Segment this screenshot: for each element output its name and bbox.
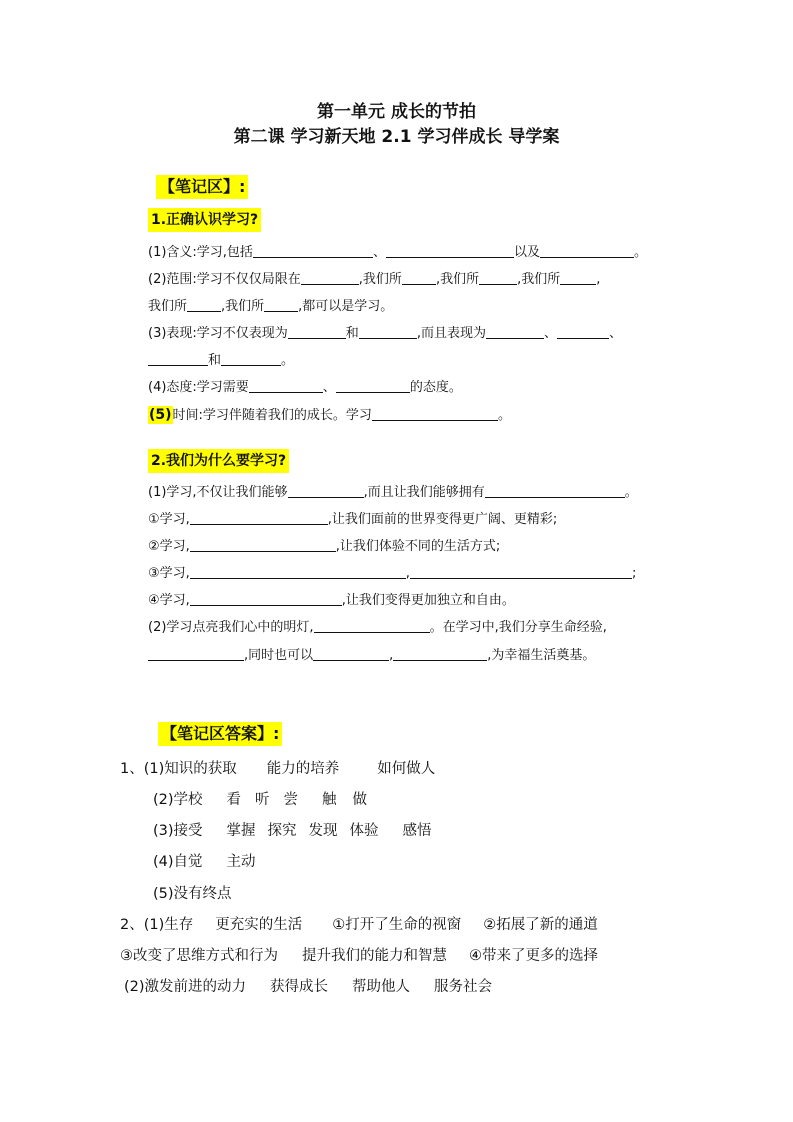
answer-line: (5)没有终点 [153,886,232,902]
s2-line-6: (2)学习点亮我们心中的明灯, 。在学习中,我们分享生命经验, [148,617,607,638]
s1-line-scope: (2)范围:学习不仅仅局限在 ,我们所 ,我们所 ,我们所 , [148,269,600,290]
blank[interactable] [190,563,406,579]
s1-line-expression: (3)表现:学习不仅表现为 和 ,而且表现为 、 、 [148,323,622,344]
blank[interactable] [148,645,244,661]
blank[interactable] [314,617,430,633]
blank[interactable] [540,242,634,258]
s1-line-time: (5)时间:学习伴随着我们的成长。学习 。 [149,407,511,423]
s2-line-1: (1)学习,不仅让我们能够 ,而且让我们能够拥有 。 [148,482,638,503]
unit-title: 第一单元 成长的节拍 [317,102,476,122]
blank[interactable] [410,563,632,579]
s2-line-4: ③学习, , ; [148,563,636,584]
s2-line-5: ④学习, ,让我们变得更加独立和自由。 [148,590,515,611]
answers-header: 【笔记区答案】: [158,722,282,746]
answer-line: ③改变了思维方式和行为 提升我们的能力和智慧 ④带来了更多的选择 [120,948,598,964]
answer-line: 1、(1)知识的获取 能力的培养 如何做人 [120,761,436,777]
blank[interactable] [288,482,364,498]
s1-line-attitude: (4)态度:学习需要 、 的态度。 [148,377,462,398]
blank[interactable] [336,377,410,393]
blank[interactable] [372,405,498,421]
blank[interactable] [190,590,342,606]
blank[interactable] [249,377,323,393]
answer-line: (3)接受 掌握 探究 发现 体验 感悟 [153,823,432,839]
blank[interactable] [485,482,625,498]
answer-line: 2、(1)生存 更充实的生活 ①打开了生命的视窗 ②拓展了新的通道 [120,917,598,933]
blank[interactable] [560,269,596,285]
blank[interactable] [301,269,359,285]
blank[interactable] [402,269,436,285]
s2-line-2: ①学习, ,让我们面前的世界变得更广阔、更精彩; [148,509,557,530]
answer-line: (2)激发前进的动力 获得成长 帮助他人 服务社会 [124,979,493,995]
s1-line-meaning: (1)含义:学习,包括 、 以及 。 [148,242,647,263]
section1-heading: 1.正确认识学习? [148,208,261,232]
section2-heading: 2.我们为什么要学习? [148,449,289,473]
answer-line: (2)学校 看 听 尝 触 做 [153,792,368,808]
blank[interactable] [386,242,514,258]
blank[interactable] [313,645,389,661]
blank[interactable] [190,536,336,552]
blank[interactable] [479,269,517,285]
blank[interactable] [486,323,544,339]
blank[interactable] [187,296,221,312]
s2-line-3: ②学习, ,让我们体验不同的生活方式; [148,536,500,557]
blank[interactable] [148,350,208,366]
blank[interactable] [557,323,609,339]
answer-line: (4)自觉 主动 [153,854,256,870]
s1-line-expression-cont: 和 。 [148,350,294,371]
notes-header: 【笔记区】: [156,175,248,199]
blank[interactable] [359,323,417,339]
s1-line-scope-cont: 我们所 ,我们所 ,都可以是学习。 [148,296,393,317]
item-number: (5) [149,407,172,423]
blank[interactable] [393,645,487,661]
blank[interactable] [288,323,346,339]
blank[interactable] [221,350,281,366]
blank[interactable] [264,296,298,312]
blank[interactable] [190,509,328,525]
s2-line-7: ,同时也可以 , ,为幸福生活奠基。 [148,645,595,666]
lesson-title: 第二课 学习新天地 2.1 学习伴成长 导学案 [233,127,560,147]
blank[interactable] [253,242,373,258]
